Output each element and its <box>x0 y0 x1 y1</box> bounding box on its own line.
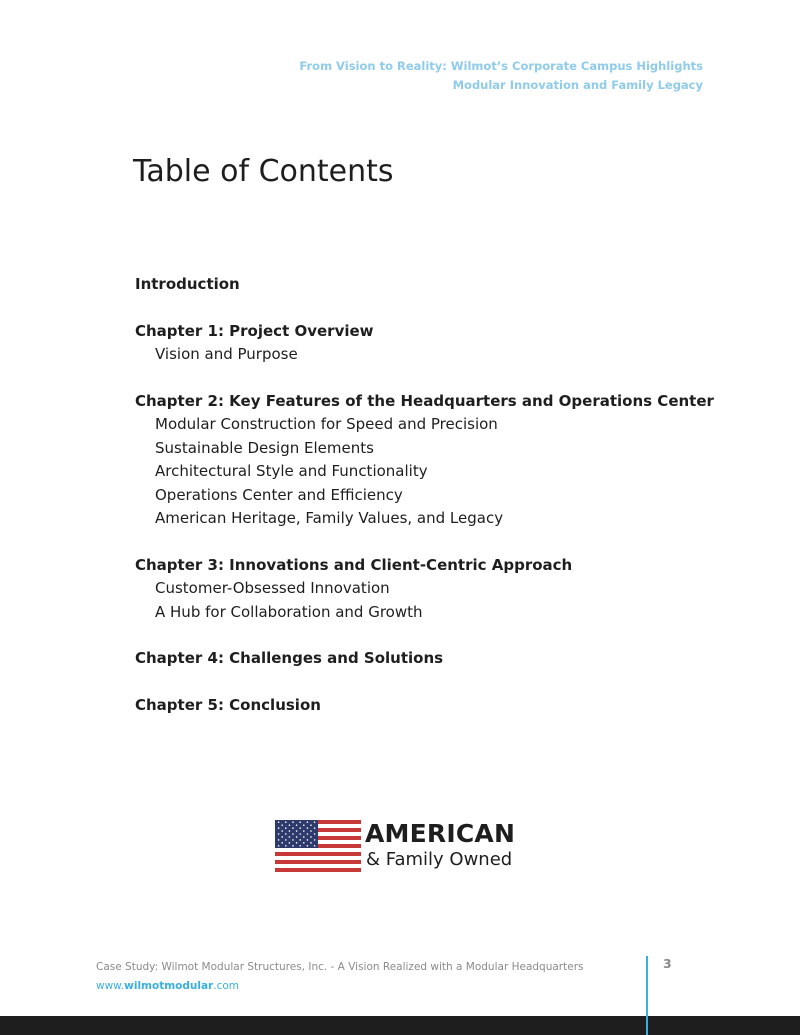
flag-star <box>281 842 283 844</box>
footer-website-link[interactable] <box>96 977 584 996</box>
bottom-bar <box>0 1016 800 1035</box>
flag-star <box>289 842 291 844</box>
footer <box>96 958 584 996</box>
flag-star <box>314 833 316 835</box>
flag-star <box>296 842 298 844</box>
flag-star <box>303 830 305 832</box>
flag-stripe <box>275 868 361 872</box>
flag-star <box>278 839 280 841</box>
toc-section-item[interactable]: Architectural Style and Functionality <box>155 462 428 480</box>
flag-star <box>289 830 291 832</box>
flag-stripe <box>275 860 361 864</box>
flag-star <box>281 824 283 826</box>
flag-star <box>292 839 294 841</box>
flag-star <box>314 821 316 823</box>
flag-stripe <box>275 852 361 856</box>
flag-star <box>285 845 287 847</box>
toc-entry <box>135 390 735 531</box>
flag-star <box>281 830 283 832</box>
flag-star <box>278 827 280 829</box>
toc-section-item[interactable]: Sustainable Design Elements <box>155 438 374 457</box>
flag-star <box>303 842 305 844</box>
toc-entry <box>135 273 735 297</box>
table-of-contents <box>135 273 735 740</box>
header-subtitle-line: Modular Innovation and Family Legacy <box>452 78 703 92</box>
toc-section-item[interactable]: Operations Center and Efficiency <box>155 485 403 504</box>
flag-star <box>314 839 316 841</box>
page-number: 3 <box>663 956 672 971</box>
toc-chapter-heading[interactable]: Chapter 1: Project Overview <box>135 321 374 340</box>
running-header <box>299 57 703 95</box>
flag-star <box>307 845 309 847</box>
flag-star <box>278 845 280 847</box>
flag-star <box>278 833 280 835</box>
flag-star <box>307 821 309 823</box>
url-prefix: www. <box>96 980 125 992</box>
flag-star <box>299 833 301 835</box>
flag-star <box>299 845 301 847</box>
bottom-bar-accent <box>646 1016 648 1035</box>
toc-chapter-heading[interactable]: Introduction <box>135 275 240 293</box>
american-family-owned-logo <box>275 819 535 873</box>
toc-entry <box>135 694 735 718</box>
toc-entry <box>135 554 735 625</box>
flag-star <box>310 836 312 838</box>
flag-star <box>289 836 291 838</box>
logo-american-text: AMERICAN <box>365 819 516 848</box>
flag-star <box>307 833 309 835</box>
flag-star <box>278 821 280 823</box>
toc-chapter-heading[interactable]: Chapter 5: Conclusion <box>135 695 321 714</box>
flag-star <box>285 833 287 835</box>
toc-chapter-heading[interactable]: Chapter 2: Key Features of the Headquarters and Operations Center <box>135 391 714 410</box>
url-domain: wilmotmodular <box>124 980 214 992</box>
page-title: Table of Contents <box>133 154 394 189</box>
flag-star <box>310 824 312 826</box>
toc-section-item[interactable]: American Heritage, Family Values, and Legacy <box>155 509 504 527</box>
flag-star <box>307 839 309 841</box>
toc-section-item[interactable]: A Hub for Collaboration and Growth <box>155 602 423 621</box>
toc-chapter-heading[interactable]: Chapter 4: Challenges and Solutions <box>135 649 444 667</box>
flag-star <box>281 836 283 838</box>
flag-star <box>296 824 298 826</box>
flag-star <box>310 842 312 844</box>
flag-stripe <box>275 848 361 852</box>
flag-star <box>299 827 301 829</box>
toc-section-item[interactable]: Customer-Obsessed Innovation <box>155 579 390 597</box>
toc-entry <box>135 647 735 671</box>
header-title-line: From Vision to Reality: Wilmot’s Corporate Campus Highlights <box>299 59 703 73</box>
toc-section-item[interactable]: Vision and Purpose <box>155 345 298 363</box>
flag-star <box>310 830 312 832</box>
toc-chapter-heading[interactable]: Chapter 3: Innovations and Client-Centric Approach <box>135 555 573 574</box>
flag-stripe <box>275 856 361 860</box>
flag-star <box>307 827 309 829</box>
flag-star <box>285 821 287 823</box>
flag-star <box>292 833 294 835</box>
logo-family-owned-text: & Family Owned <box>366 849 513 870</box>
flag-star <box>285 839 287 841</box>
flag-star <box>314 845 316 847</box>
us-flag-icon <box>275 820 361 872</box>
flag-star <box>303 824 305 826</box>
flag-stripe <box>275 864 361 868</box>
flag-star <box>299 821 301 823</box>
url-suffix: .com <box>213 980 239 992</box>
flag-star <box>303 836 305 838</box>
flag-star <box>292 821 294 823</box>
toc-entry <box>135 320 735 367</box>
flag-star <box>292 845 294 847</box>
flag-star <box>296 836 298 838</box>
toc-section-item[interactable]: Modular Construction for Speed and Precision <box>155 415 498 433</box>
flag-star <box>314 827 316 829</box>
flag-star <box>296 830 298 832</box>
flag-star <box>285 827 287 829</box>
footer-case-study-text: Case Study: Wilmot Modular Structures, Inc. - A Vision Realized with a Modular Headquarters <box>96 961 584 973</box>
flag-star <box>289 824 291 826</box>
flag-star <box>299 839 301 841</box>
flag-canton <box>275 820 318 848</box>
flag-star <box>292 827 294 829</box>
